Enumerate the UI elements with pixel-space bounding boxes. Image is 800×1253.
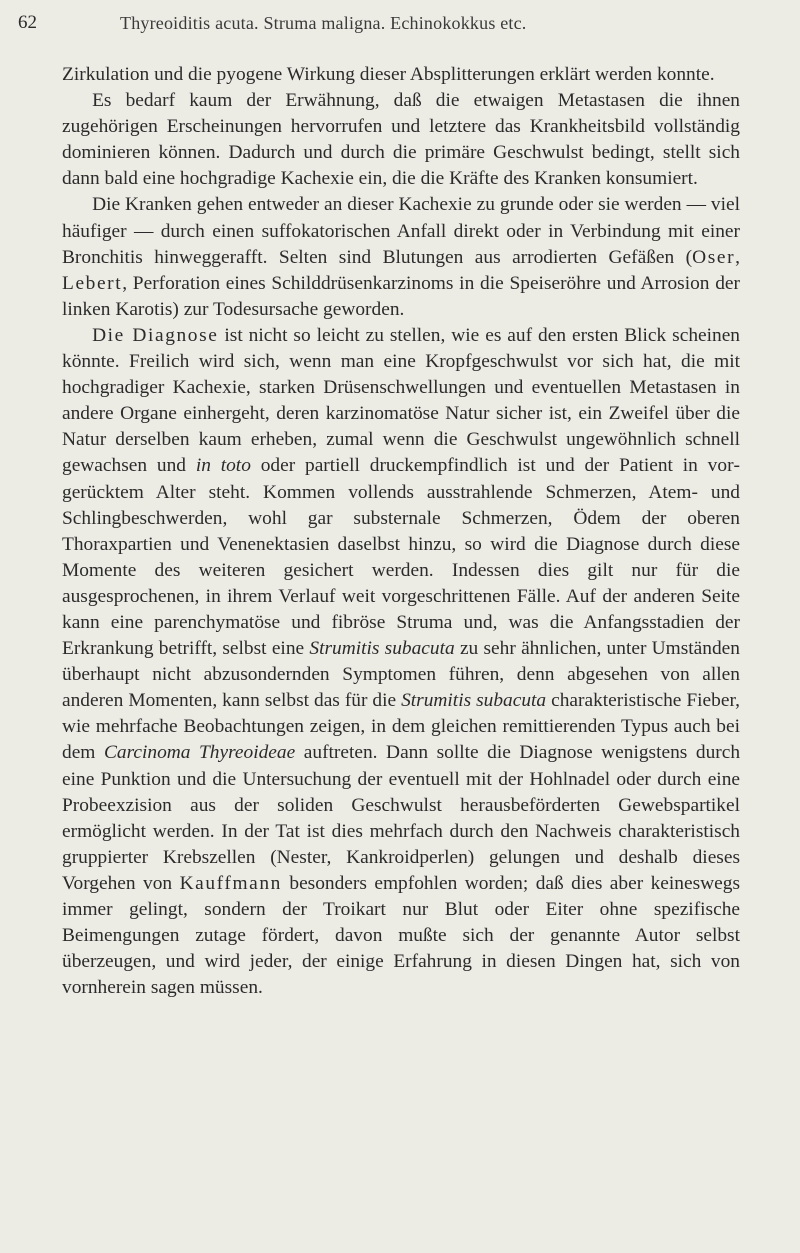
author-name-oser: Oser: [692, 246, 736, 268]
paragraph-3: [62, 192, 740, 322]
text-segment: Die Kranken gehen entweder an dieser Kachexie zu grunde oder sie werden — viel häufiger — durch einen suffokatorischen Anfall direkt oder in Verbindung mit einer Bronchitis hinweggerafft. Selten sind Blutungen aus arrodierten Gefäßen (: [62, 194, 740, 268]
paragraph-1: [62, 62, 740, 88]
text-segment: auftreten. Dann sollte die Diagnose wenigstens durch eine Punktion und die Untersuchung der eventuell mit der Hohlnadel oder durch eine Probeexzision aus der soliden Geschwulst herausbeförderten Gewebspartikel ermöglicht werden. In der Tat ist dies mehrfach durch den Nachweis charakteristisch gruppierter Krebszellen (Nester, Kankroidperlen) gelungen und deshalb dieses Vorgehen von: [62, 742, 741, 894]
page-header: [18, 8, 738, 38]
text-segment: charakteristische Fieber, wie mehrfache Beobachtungen zeigen, in dem gleichen remittierenden Typus auch bei dem: [62, 690, 740, 764]
text-segment: ist nicht so leicht zu stellen, wie es auf den ersten Blick scheinen könnte. Freilich wird sich, wenn man eine Kropfgeschwulst vor sich hat, die mit hochgradiger Kachexie, starken Drüsenschwellungen und eventuellen Metastasen in andere Organe einhergeht, deren karzinomatöse Natur sicher ist, ein Zweifel über die Natur derselben kaum erheben, zumal wenn die Geschwulst ungewöhnlich schnell gewachsen und: [62, 324, 741, 477]
latin-strumitis-subacuta: Strumitis subacuta: [401, 690, 547, 712]
running-title: Thyreoiditis acuta. Struma maligna. Echinokokkus etc.: [120, 13, 527, 33]
text-segment: zu sehr ähnlichen, unter Umständen überhaupt nicht abzusondernden Symptomen führen, denn abgesehen von allen anderen Momenten, kann selbst das für die: [62, 638, 740, 712]
text-segment: oder partiell druckempfindlich ist und der Patient in vorgerücktem Alter steht. Kommen vollends ausstrahlende Schmerzen, Atem- und Schlingbeschwerden, wohl gar substernale Schmerzen, Ödem der oberen Thoraxpartien und Venenektasien daselbst hinzu, so wird die Diagnose durch diese Momente des weiteren gesichert werden. Indessen dies gilt nur für die ausgesprochenen, in ihrem Verlauf weit vorgeschrittenen Fälle. Auf der anderen Seite kann eine parenchymatöse und fibröse Struma und, was die Anfangsstadien der Erkrankung betrifft, selbst eine: [62, 455, 740, 660]
term-diagnose-spaced: Diagnose: [132, 324, 219, 346]
body-text: [62, 62, 740, 1001]
latin-in-toto: in toto: [195, 455, 251, 477]
text-segment: Es bedarf kaum der Erwähnung, daß die etwaigen Metastasen die ihnen zugehörigen Erscheinungen hervorrufen und letztere das Krankheitsbild vollständig dominieren können. Dadurch und durch die primäre Geschwulst bedingt, stellt sich dann bald eine hochgradige Kachexie ein, die die Kräfte des Kranken konsumiert.: [62, 90, 740, 190]
latin-strumitis-subacuta: Strumitis subacuta: [309, 638, 455, 660]
latin-carcinoma-thyreoideae: Carcinoma Thyreoideae: [103, 742, 296, 764]
paragraph-4: [62, 323, 740, 1001]
author-name-kauffmann: Kauffmann: [179, 872, 282, 894]
text-segment: ,: [735, 246, 740, 268]
text-segment: , Perforation eines Schilddrüsenkarzinoms in die Speiseröhre und Arrosion der linken Karotis) zur Todesursache geworden.: [62, 272, 740, 320]
term-diagnose: Die: [92, 324, 133, 346]
paragraph-2: [62, 88, 740, 192]
page-number: 62: [18, 12, 37, 33]
author-name-lebert: Lebert: [62, 272, 123, 294]
text-segment: besonders empfohlen worden; daß dies aber keineswegs immer gelingt, sondern der Troikart nur Blut oder Eiter ohne spezifische Beimengungen zutage fördert, davon mußte sich der genannte Autor selbst überzeugen, und wird jeder, der einige Erfahrung in diesen Dingen hat, sich von vornherein sagen müssen.: [62, 872, 740, 999]
text-segment: Zirkulation und die pyogene Wirkung dieser Absplitterungen erklärt werden konnte.: [62, 64, 715, 85]
